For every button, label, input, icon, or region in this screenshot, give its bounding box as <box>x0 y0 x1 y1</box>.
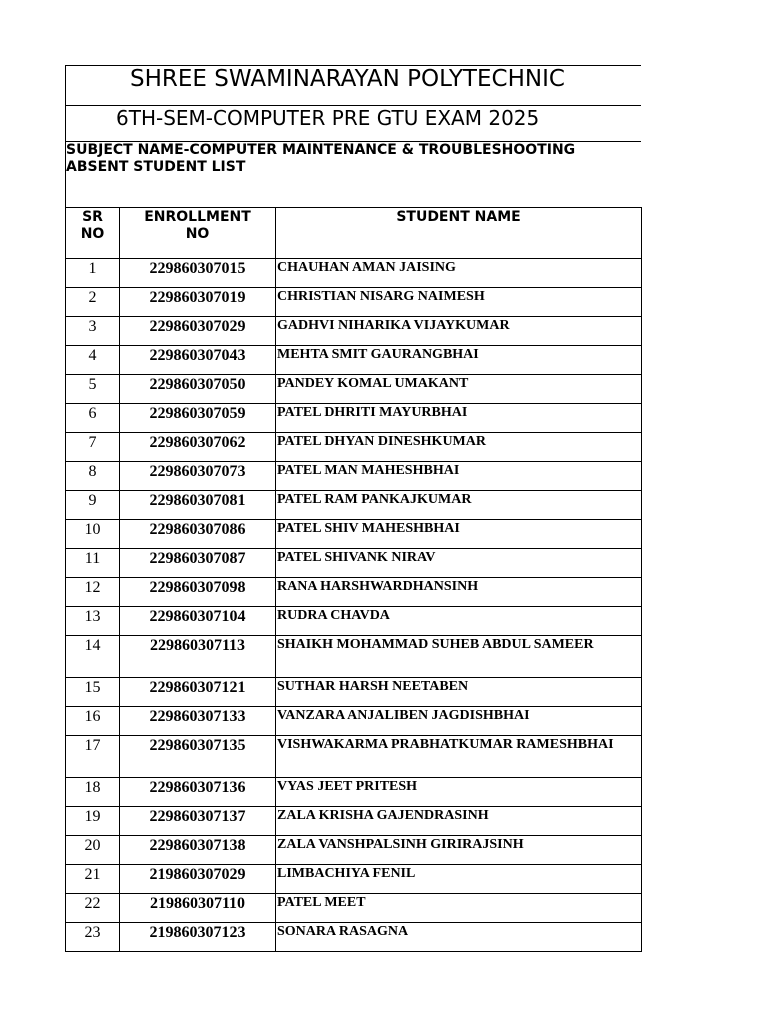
enrollment-no-cell: 229860307136 <box>120 778 276 807</box>
student-name-cell: PATEL DHRITI MAYURBHAI <box>276 404 642 433</box>
student-name-cell: LIMBACHIYA FENIL <box>276 865 642 894</box>
table-row <box>66 894 642 923</box>
sr-no-cell: 3 <box>66 317 120 346</box>
student-name-cell: VANZARA ANJALIBEN JAGDISHBHAI <box>276 707 642 736</box>
sr-no-cell: 2 <box>66 288 120 317</box>
student-name-cell: ZALA VANSHPALSINH GIRIRAJSINH <box>276 836 642 865</box>
sr-no-cell: 13 <box>66 607 120 636</box>
table-row <box>66 607 642 636</box>
table-row <box>66 549 642 578</box>
sr-no-cell: 19 <box>66 807 120 836</box>
enrollment-no-cell: 219860307110 <box>120 894 276 923</box>
student-name-cell: MEHTA SMIT GAURANGBHAI <box>276 346 642 375</box>
table-row <box>66 736 642 778</box>
enrollment-no-cell: 229860307087 <box>120 549 276 578</box>
table-row <box>66 678 642 707</box>
sr-no-cell: 1 <box>66 259 120 288</box>
student-name-cell: PATEL SHIV MAHESHBHAI <box>276 520 642 549</box>
table-row <box>66 865 642 894</box>
enrollment-no-cell: 229860307137 <box>120 807 276 836</box>
table-row <box>66 778 642 807</box>
table-row <box>66 259 642 288</box>
student-name-cell: PANDEY KOMAL UMAKANT <box>276 375 642 404</box>
enrollment-no-cell: 229860307081 <box>120 491 276 520</box>
table-row <box>66 433 642 462</box>
subject-heading: SUBJECT NAME-COMPUTER MAINTENANCE & TROUBLESHOOTING ABSENT STUDENT LIST <box>66 142 576 175</box>
enrollment-no-cell: 229860307104 <box>120 607 276 636</box>
enrollment-no-cell: 229860307086 <box>120 520 276 549</box>
sr-no-cell: 12 <box>66 578 120 607</box>
student-name-cell: GADHVI NIHARIKA VIJAYKUMAR <box>276 317 642 346</box>
table-row <box>66 462 642 491</box>
column-header-sr-no: SR NO <box>66 208 120 259</box>
sr-no-cell: 17 <box>66 736 120 778</box>
table-body <box>66 259 642 952</box>
table-row <box>66 404 642 433</box>
enrollment-no-cell: 229860307135 <box>120 736 276 778</box>
student-name-cell: ZALA KRISHA GAJENDRASINH <box>276 807 642 836</box>
sr-no-cell: 16 <box>66 707 120 736</box>
column-header-enrollment-no: ENROLLMENT NO <box>120 208 276 259</box>
table-row <box>66 578 642 607</box>
enrollment-no-cell: 229860307133 <box>120 707 276 736</box>
column-header-student-name: STUDENT NAME <box>276 208 642 259</box>
absent-student-table <box>65 207 642 952</box>
sr-no-cell: 6 <box>66 404 120 433</box>
student-name-cell: PATEL MAN MAHESHBHAI <box>276 462 642 491</box>
student-name-cell: SHAIKH MOHAMMAD SUHEB ABDUL SAMEER <box>276 636 642 678</box>
student-name-cell: SUTHAR HARSH NEETABEN <box>276 678 642 707</box>
table-header-row <box>66 208 642 259</box>
sr-no-cell: 22 <box>66 894 120 923</box>
enrollment-no-cell: 229860307121 <box>120 678 276 707</box>
student-name-cell: VISHWAKARMA PRABHATKUMAR RAMESHBHAI <box>276 736 642 778</box>
sr-no-cell: 4 <box>66 346 120 375</box>
table-row <box>66 520 642 549</box>
student-name-cell: PATEL DHYAN DINESHKUMAR <box>276 433 642 462</box>
sr-no-cell: 15 <box>66 678 120 707</box>
enrollment-no-cell: 219860307029 <box>120 865 276 894</box>
enrollment-no-cell: 229860307062 <box>120 433 276 462</box>
student-name-cell: VYAS JEET PRITESH <box>276 778 642 807</box>
table-row <box>66 491 642 520</box>
student-name-cell: PATEL RAM PANKAJKUMAR <box>276 491 642 520</box>
sr-no-cell: 20 <box>66 836 120 865</box>
table-row <box>66 375 642 404</box>
student-name-cell: PATEL SHIVANK NIRAV <box>276 549 642 578</box>
institute-title: SHREE SWAMINARAYAN POLYTECHNIC <box>66 66 641 106</box>
table-row <box>66 707 642 736</box>
table-row <box>66 923 642 952</box>
student-name-cell: RUDRA CHAVDA <box>276 607 642 636</box>
enrollment-no-cell: 229860307050 <box>120 375 276 404</box>
enrollment-no-cell: 229860307019 <box>120 288 276 317</box>
enrollment-no-cell: 229860307073 <box>120 462 276 491</box>
exam-title: 6TH-SEM-COMPUTER PRE GTU EXAM 2025 <box>66 106 641 142</box>
table-row <box>66 807 642 836</box>
absent-list-sheet <box>65 65 641 952</box>
sr-no-cell: 18 <box>66 778 120 807</box>
enrollment-no-cell: 229860307059 <box>120 404 276 433</box>
table-row <box>66 636 642 678</box>
enrollment-no-cell: 229860307138 <box>120 836 276 865</box>
sr-no-cell: 23 <box>66 923 120 952</box>
sr-no-cell: 8 <box>66 462 120 491</box>
sr-no-cell: 14 <box>66 636 120 678</box>
sr-no-cell: 9 <box>66 491 120 520</box>
sr-no-cell: 7 <box>66 433 120 462</box>
student-name-cell: SONARA RASAGNA <box>276 923 642 952</box>
table-row <box>66 288 642 317</box>
student-name-cell: PATEL MEET <box>276 894 642 923</box>
student-name-cell: CHRISTIAN NISARG NAIMESH <box>276 288 642 317</box>
table-row <box>66 317 642 346</box>
enrollment-no-cell: 229860307015 <box>120 259 276 288</box>
sr-no-cell: 11 <box>66 549 120 578</box>
enrollment-no-cell: 229860307098 <box>120 578 276 607</box>
enrollment-no-cell: 229860307029 <box>120 317 276 346</box>
student-name-cell: RANA HARSHWARDHANSINH <box>276 578 642 607</box>
table-row <box>66 346 642 375</box>
sr-no-cell: 21 <box>66 865 120 894</box>
sr-no-cell: 5 <box>66 375 120 404</box>
enrollment-no-cell: 229860307043 <box>120 346 276 375</box>
student-name-cell: CHAUHAN AMAN JAISING <box>276 259 642 288</box>
enrollment-no-cell: 219860307123 <box>120 923 276 952</box>
sr-no-cell: 10 <box>66 520 120 549</box>
table-row <box>66 836 642 865</box>
enrollment-no-cell: 229860307113 <box>120 636 276 678</box>
